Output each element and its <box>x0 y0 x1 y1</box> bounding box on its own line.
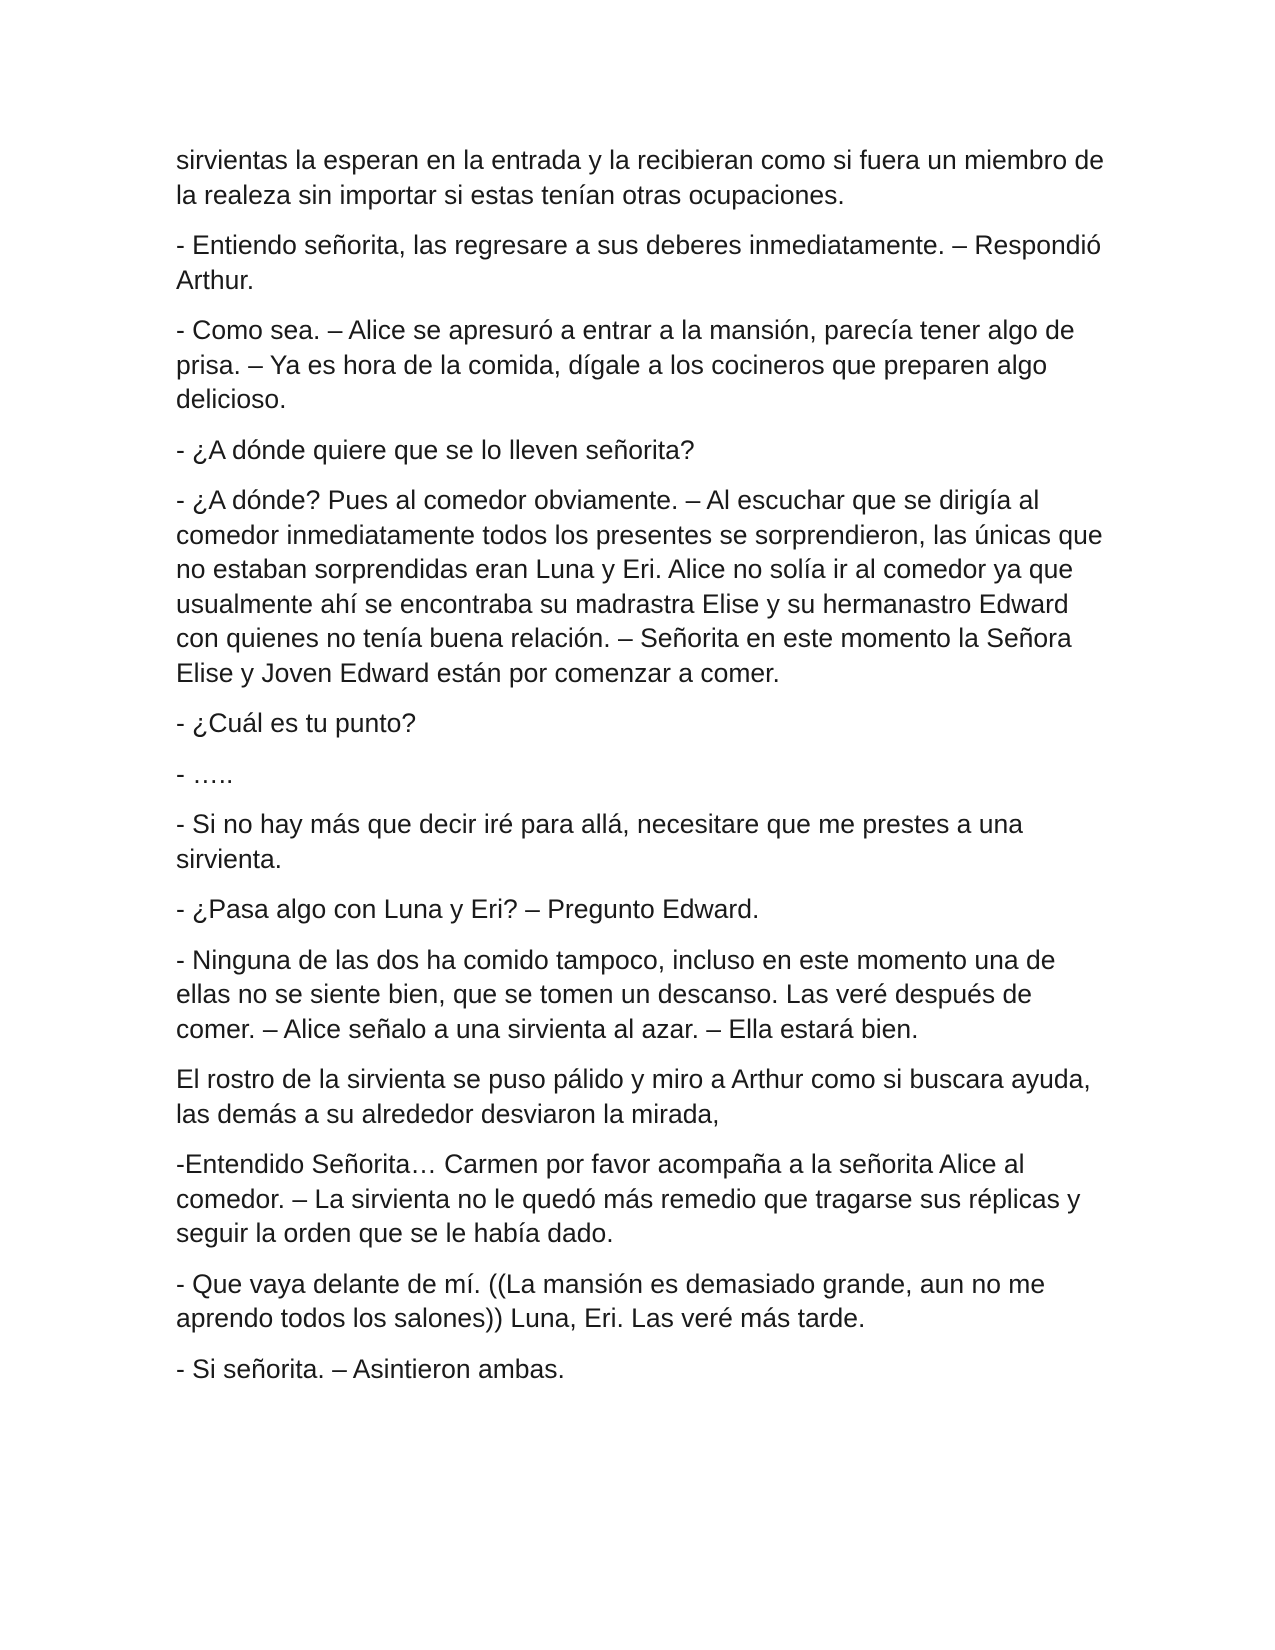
paragraph-13: - Que vaya delante de mí. ((La mansión es demasiado grande, aun no me aprendo todos los salones)) Luna, Eri. Las veré más tarde. <box>176 1268 1046 1333</box>
paragraph-9: - ¿Pasa algo con Luna y Eri? – Pregunto Edward. <box>176 894 760 924</box>
paragraph-7: - ….. <box>176 758 234 789</box>
paragraph-5: - ¿A dónde? Pues al comedor obviamente. – Al escuchar que se dirigía al comedor inmediatamente todos los presentes se sorprendieron, las únicas que no estaban sorprendidas eran Luna y Eri. Alice no solía ir al comedor ya que usualmente ahí se encontraba su madrastra Elise y su hermanastro Edward con quienes no tenía buena relación. – Señorita en este momento la Señora Elise y Joven Edward están por comenzar a comer. <box>176 485 1103 688</box>
paragraph-14: - Si señorita. – Asintieron ambas. <box>176 1353 565 1384</box>
paragraph-2: - Entiendo señorita, las regresare a sus deberes inmediatamente. – Respondió Arthur. <box>176 230 1102 295</box>
paragraph-12: -Entendido Señorita… Carmen por favor acompaña a la señorita Alice al comedor. – La sirvienta no le quedó más remedio que tragarse sus réplicas y seguir la orden que se le había dado. <box>176 1149 1081 1248</box>
paragraph-11: El rostro de la sirvienta se puso pálido y miro a Arthur como si buscara ayuda, las demás a su alrededor desviaron la mirada, <box>176 1064 1091 1129</box>
paragraph-4: - ¿A dónde quiere que se lo lleven señorita? <box>176 434 695 465</box>
document-page <box>176 143 1106 1402</box>
paragraph-6: - ¿Cuál es tu punto? <box>176 708 417 738</box>
paragraph-3: - Como sea. – Alice se apresuró a entrar a la mansión, parecía tener algo de prisa. – Ya es hora de la comida, dígale a los cocineros que preparen algo delicioso. <box>176 315 1075 414</box>
paragraph-8: - Si no hay más que decir iré para allá, necesitare que me prestes a una sirvienta. <box>176 809 1023 874</box>
paragraph-1: sirvientas la esperan en la entrada y la recibieran como si fuera un miembro de la realeza sin importar si estas tenían otras ocupaciones. <box>176 145 1104 210</box>
paragraph-10: - Ninguna de las dos ha comido tampoco, incluso en este momento una de ellas no se siente bien, que se tomen un descanso. Las veré después de comer. – Alice señalo a una sirvienta al azar. – Ella estará bien. <box>176 944 1056 1044</box>
